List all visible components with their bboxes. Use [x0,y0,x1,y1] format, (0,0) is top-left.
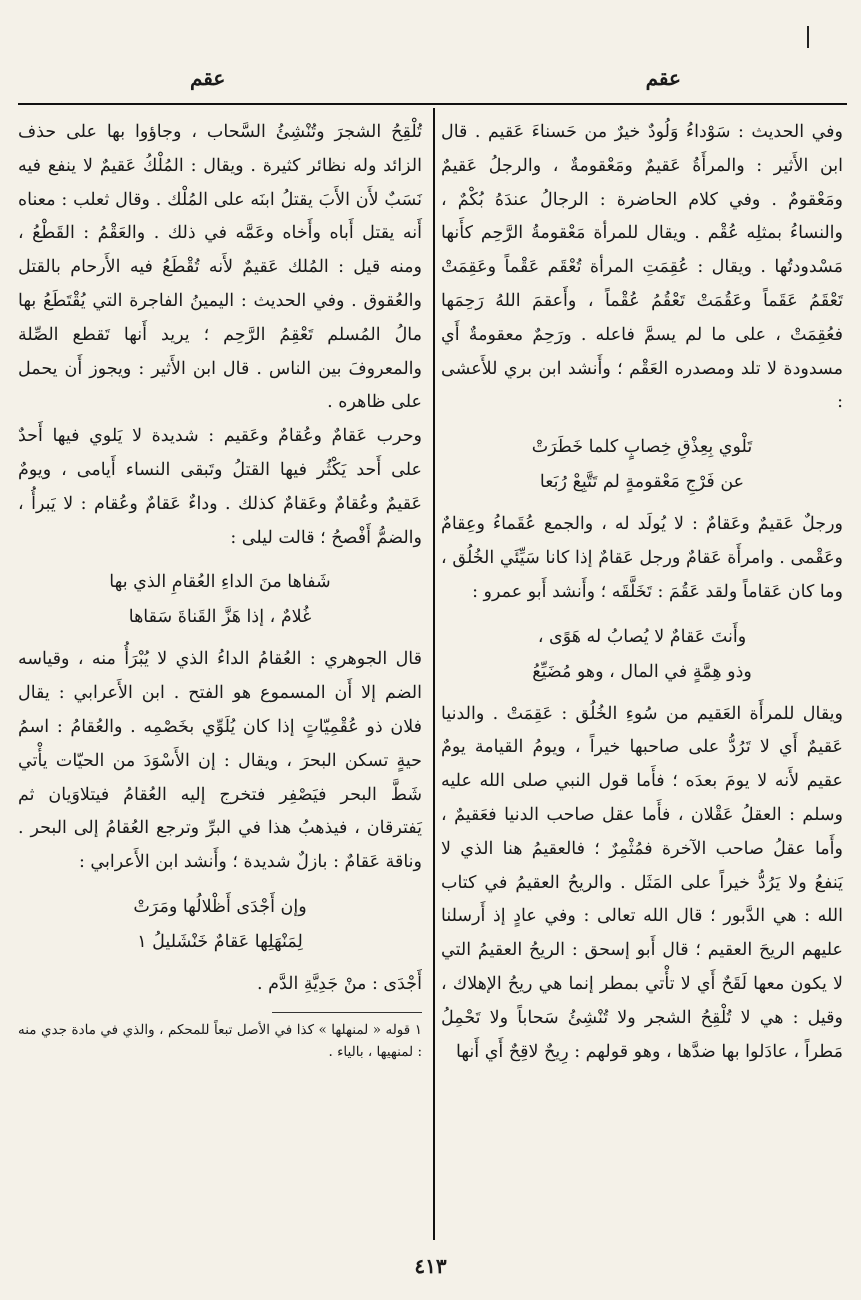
paragraph: ويقال للمرأَة العَقيم من سُوءِ الخُلُق : عَقِمَتْ . والدنيا عَقيمٌ أَي لا تَرُدُّ على صاحبها خيراً ، ويومُ القيامة يومٌ عقيم لأَنه لا يومَ بعدَه ؛ فأَما قول النبي صلى الله عليه وسلم : العقلُ عَقْلان ، فأَما عقل صاحب الدنيا فعَقيمٌ ، وأَما عقلُ صاحب الآخرة فمُثْمِرٌ ؛ فالعقيمُ هنا الذي لا يَنفعُ ولا يَرُدُّ خيراً على المَثَل . والريحُ العقيمُ في كتاب الله : هي الدَّبور ؛ قال الله تعالى : وفي عادٍ إذ أَرسلنا عليهم الريحَ العقيم ؛ قال أَبو إسحق : الريحُ العقيمُ التي لا يكون معها لَقَحٌ أَي لا تأْتي بمطر إنما هي ريحُ الإهلاك ، وقيل : هي لا تُلْقِحُ الشجر ولا تُنْشِئُ سَحاباً ولا تَحْمِلُ مَطراً ، عادَلوا بها ضدَّها ، وهو قولهم : رِيحٌ لاقِحٌ أَي أَنها [441,703,843,1062]
verse-line: وإن أَجْدَى أَظْلالُها ومَرَتْ [133,896,307,917]
verse [18,565,422,635]
running-header-left: عقم [190,66,226,90]
verse-line: لِمَنْهَلِها عَقامٌ خَنْشَليلُ ١ [137,931,303,952]
running-header-right: عقم [645,66,681,90]
verse-line: وأَنتَ عَقامٌ لا يُصابُ له هَوًى ، [537,626,747,647]
verse-line: وذو هِمَّةٍ في المال ، وهو مُضَيِّعُ [532,661,752,682]
paragraph: وفي الحديث : سَوْداءُ وَلُودٌ خيرٌ من حَسناءَ عَقيم . قال ابن الأَثير : والمرأَةُ عَقيمٌ ومَعْقومةٌ ، والرجلُ عَقيمٌ ومَعْقومٌ . وفي كلام الحاضرة : الرجالُ عندَهُ بُكْمٌ ، والنساءُ بمثلِه عُقْم . ويقال للمرأة مَعْقومةُ الرَّحِم كأَنها مَسْدودتُها . ويقال : عُقِمَتِ المرأة تُعْقَم عَقْماً وعَقِمَتْ تَعْقَمُ عَقَماً وعَقُمَتْ تَعْقُمُ عُقْماً ، وأَعقمَ اللهُ رَحِمَها فعُقِمَتْ ، على ما لم يسمَّ فاعله . ورَحِمٌ معقومةٌ أَي مسدودة لا تلد ومصدره العَقْم ؛ وأَنشد ابن بري للأَعشى : [441,122,843,413]
header-rule [18,103,847,105]
verse-line: شَفاها منَ الداءِ العُقامِ الذي بها [109,572,331,593]
verse [18,890,422,960]
paragraph: قال الجوهري : العُقامُ الداءُ الذي لا يُبْرَأُ منه ، وقياسه الضم إلا أَن المسموع هو الفتح . ابن الأَعرابي : يقال فلان ذو عُقْمِيّاتٍ إذا كان يُلَوِّي بخَصْمِه . والعُقامُ : اسمُ حيةٍ تسكن البحرَ ، ويقال : إن الأَسْوَدَ من الحيّات يأْتي شَطَّ البحر فيَصْفِر فتخرج إليه العُقامُ فيتلاوَيان ثم يَفترقان ، فيذهبُ هذا في البرِّ وترجع العُقامُ إلى البحر . وناقة عَقامٌ : بازلٌ شديدة ؛ وأَنشد ابن الأَعرابي : [18,649,422,873]
page-edge-mark [807,26,809,48]
left-column [18,116,422,1063]
verse [441,430,843,500]
paragraph: أَجْدَى : منْ جَدِيَّةِ الدَّم . [256,973,422,994]
right-column [441,116,843,1069]
footnote: ١ قوله « لمنهلها » كذا في الأصل تبعاً للمحكم ، والذي في مادة جدي منه : لمنهيها ، بالياء . [18,1021,422,1060]
verse-line: تَلْوي بِعِذْقِ خِصابٍ كلما خَطَرَتْ [531,437,753,458]
page-number: ٤١٣ [414,1254,447,1278]
paragraph: تُلْقِحُ الشجرَ وتُنْشِئُ السَّحاب ، وجاؤوا بها على حذف الزائد وله نظائر كثيرة . ويقال : المُلْكُ عَقيمٌ لا ينفع فيه نَسَبٌ لأَن الأَبَ يقتلُ ابنَه على المُلْك . وقال ثعلب : معناه أَنه يقتل أَباه وأَخاه وعَمَّه في ذلك . والعَقْمُ : القَطْعُ ، ومنه قيل : المُلك عَقيمٌ لأَنه تُقْطَعُ فيه الأَرحام بالقتل والعُقوق . وفي الحديث : اليمينُ الفاجرة التي يُقْتَطَعُ بها مالُ المُسلم تَعْقِمُ الرَّحِم ؛ يريد أَنها تَقطع الصِّلة والمعروفَ بين الناس . قال ابن الأَثير : ويجوز أَن يحمل على ظاهره . [18,122,422,413]
paragraph: ورجلٌ عَقيمٌ وعَقامٌ : لا يُولَد له ، والجمع عُقَماءُ وعِقامٌ وعَقْمى . وامرأَة عَقامٌ ورجل عَقامٌ إذا كانا سَيِّئَي الخُلُق ، وما كان عَقاماً ولقد عَقُمَ : تَخَلَّقَه ؛ وأَنشد أَبو عمرو : [441,514,843,602]
verse [441,620,843,690]
verse-line: عن فَرْجِ مَعْقومةٍ لم تَتَّبِعْ رُبَعا [539,472,745,493]
footnote-rule [272,1012,422,1013]
column-divider [433,108,435,1240]
verse-line: غُلامٌ ، إذا هَزَّ القَناةَ سَقاها [128,607,312,628]
paragraph: وحرب عَقامٌ وعُقامٌ وعَقيم : شديدة لا يَلوي فيها أَحدٌ على أَحد يَكْثُر فيها القتلُ وتَبقى النساء أَيامى ، ويومٌ عَقيمٌ وعُقامٌ وعَقامٌ كذلك . وداءٌ عَقامٌ وعُقام : لا يَبرأُ ، والضمُّ أَفْصحُ ؛ قالت ليلى : [18,426,422,548]
